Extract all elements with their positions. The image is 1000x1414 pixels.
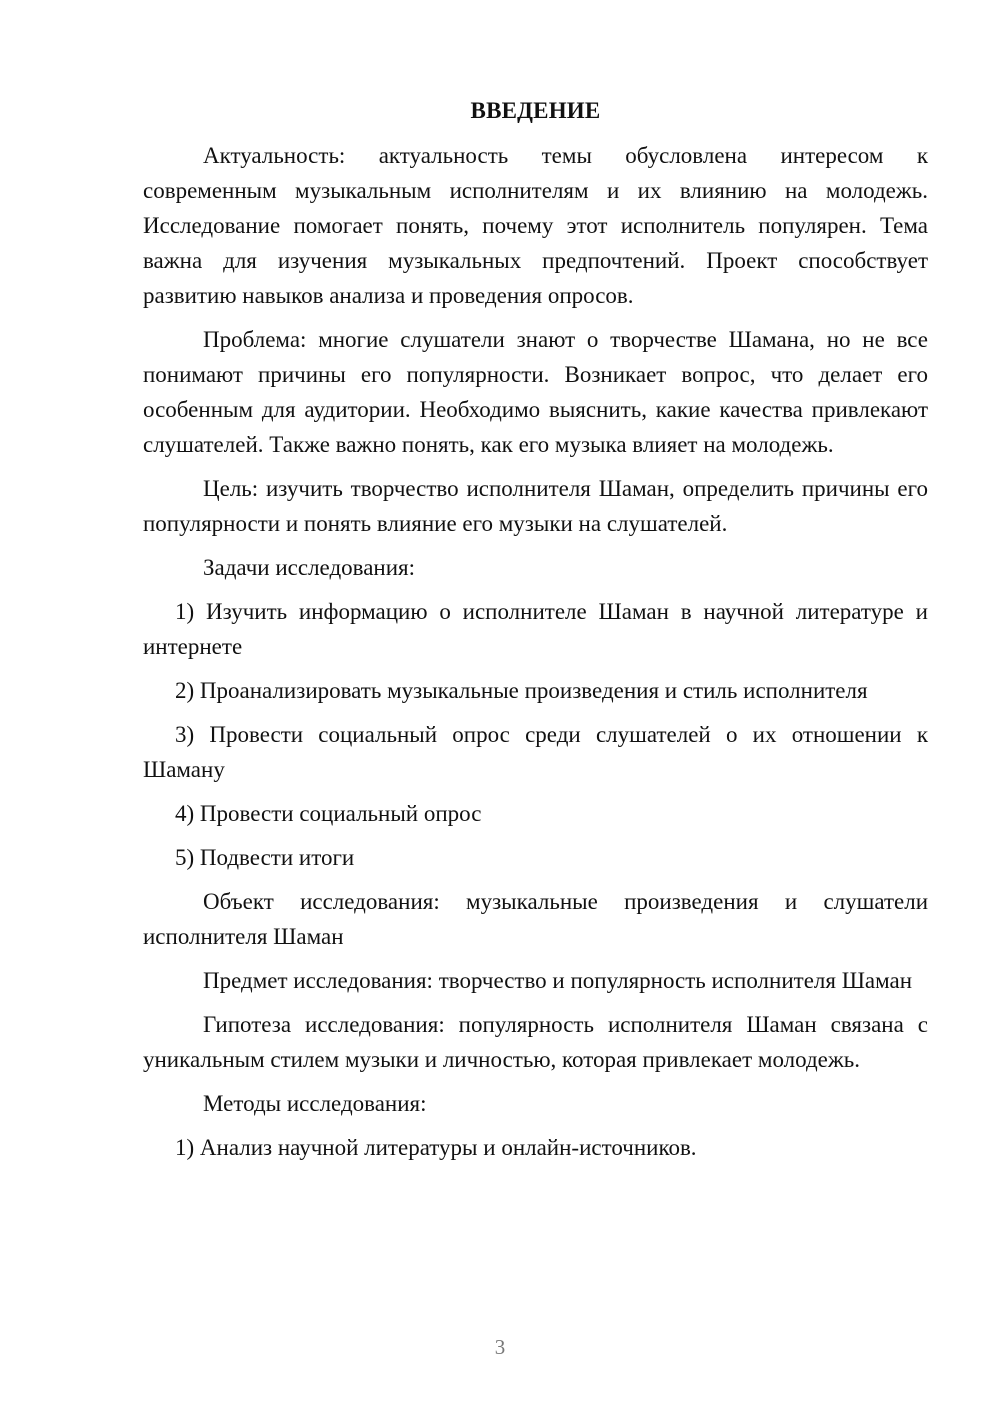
paragraph-subject: Предмет исследования: творчество и популярность исполнителя Шаман — [203, 968, 913, 993]
paragraph-relevance: Актуальность: актуальность темы обусловлена интересом к современным музыкальным исполнителям и их влиянию на молодежь. Исследование помогает понять, почему этот исполнитель популярен. Тема важна для изучения музыкальных предпочтений. Проект способствует развитию навыков анализа и проведения опросов. — [143, 143, 928, 308]
methods-heading: Методы исследования: — [203, 1091, 427, 1116]
task-item: 4) Провести социальный опрос — [175, 801, 482, 826]
page-content — [143, 95, 928, 1174]
task-item: 3) Провести социальный опрос среди слушателей о их отношении к Шаману — [143, 722, 928, 782]
tasks-heading: Задачи исследования: — [203, 555, 416, 580]
paragraph-goal: Цель: изучить творчество исполнителя Шаман, определить причины его популярности и понять влияние его музыки на слушателей. — [143, 476, 928, 536]
paragraph-object: Объект исследования: музыкальные произведения и слушатели исполнителя Шаман — [143, 889, 928, 949]
method-item: 1) Анализ научной литературы и онлайн-источников. — [175, 1135, 697, 1160]
task-item: 2) Проанализировать музыкальные произведения и стиль исполнителя — [175, 678, 868, 703]
paragraph-hypothesis: Гипотеза исследования: популярность исполнителя Шаман связана с уникальным стилем музыки и личностью, которая привлекает молодежь. — [143, 1012, 928, 1072]
page-number: 3 — [494, 1335, 506, 1359]
section-title: ВВЕДЕНИЕ — [470, 98, 601, 123]
task-item: 5) Подвести итоги — [175, 845, 355, 870]
paragraph-problem: Проблема: многие слушатели знают о творчестве Шамана, но не все понимают причины его популярности. Возникает вопрос, что делает его особенным для аудитории. Необходимо выяснить, какие качества привлекают слушателей. Также важно понять, как его музыка влияет на молодежь. — [143, 327, 928, 457]
task-item: 1) Изучить информацию о исполнителе Шаман в научной литературе и интернете — [143, 599, 928, 659]
